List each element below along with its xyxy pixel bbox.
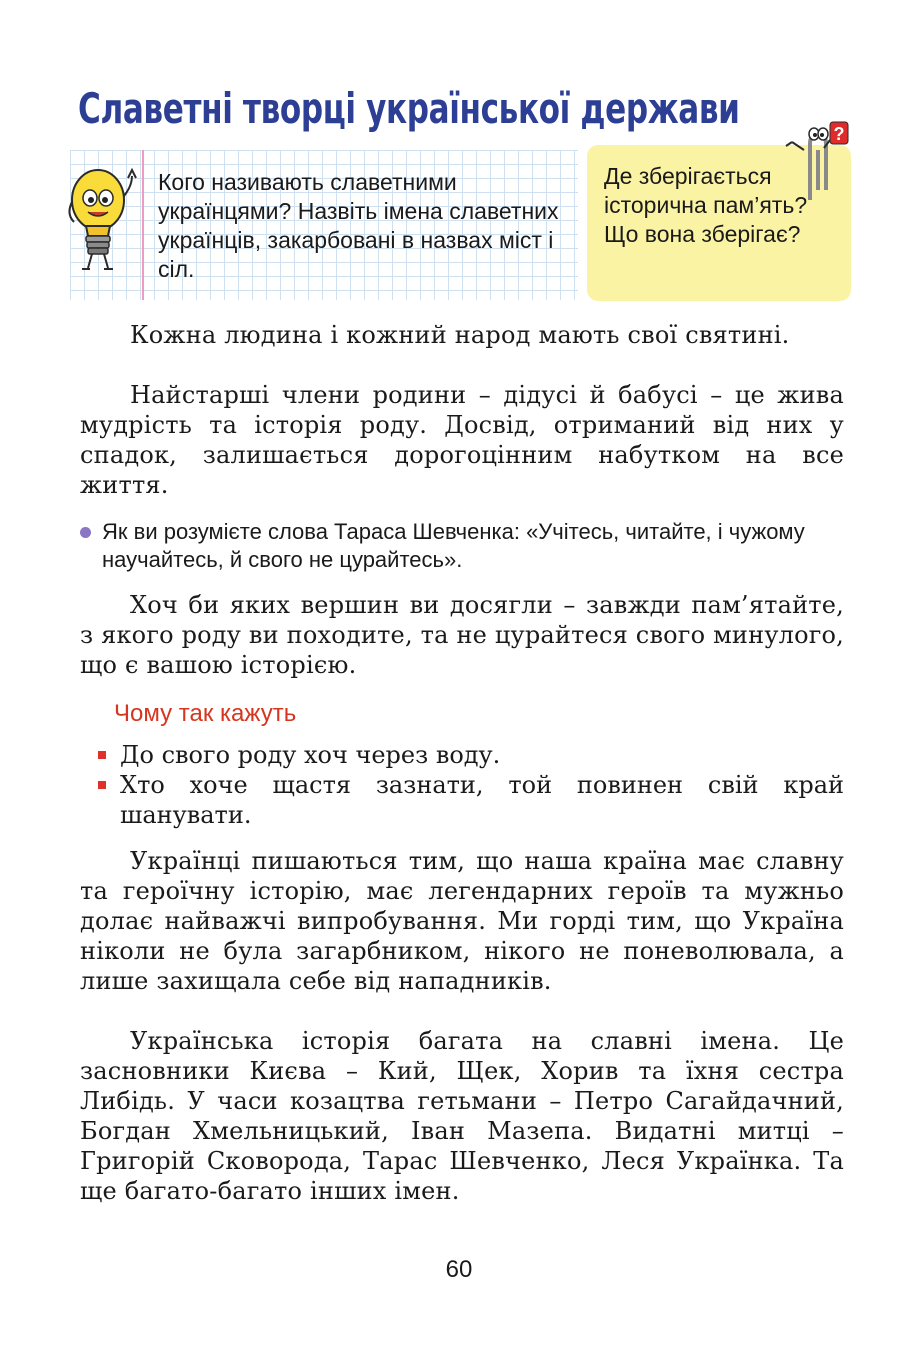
- proverb-text: Хто хоче щастя зазнати, той повинен свій край шанувати.: [120, 771, 844, 829]
- proverb-bullet: [98, 781, 106, 789]
- proverbs-heading: Чому так кажуть: [114, 700, 297, 727]
- proverb-text: До свого роду хоч через воду.: [120, 741, 501, 769]
- bullet-dot: [80, 527, 91, 538]
- paragraph-3: Хоч би яких вершин ви досягли – завжди пам’ятайте, з якого роду ви походите, та не цурайтеся свого минулого, що є вашою історією.: [80, 591, 844, 679]
- paperclip-mascot-icon: [780, 120, 852, 200]
- paragraph-4: Українці пишаються тим, що наша країна має славну та героїчну історію, має легендарних героїв та мужньо долає найважчі випробування. Ми горді тим, що Україна ніколи не була загарбником, нікого не поневолювала, а лише захищала себе від нападників.: [80, 847, 844, 995]
- paragraph-2: Найстарші члени родини – дідусі й бабусі – це жива мудрість та історія роду. Досвід, отриманий від них у спадок, залишається дорогоцінним набутком на все життя.: [80, 381, 844, 499]
- question-badge: ?: [833, 124, 845, 144]
- bullet-question-text: Як ви розумієте слова Тараса Шевченка: «Учітесь, читайте, і чужому научайтесь, й свого не цурайтесь».: [102, 519, 805, 572]
- lightbulb-mascot-icon: [66, 156, 142, 274]
- grid-margin-line: [142, 150, 144, 300]
- question-text: Кого називають славетними українцями? Назвіть імена славетних українців, закарбовані в назвах міст і сіл.: [158, 169, 559, 282]
- page-number: 60: [445, 1256, 473, 1283]
- reflection-note-text: Де зберігається історична пам’ять? Що вона зберігає?: [604, 163, 808, 247]
- page-title: Славетні творці української держави: [78, 84, 740, 133]
- paragraph-5: Українська історія багата на славні імена. Це засновники Києва – Кий, Щек, Хорив та їхня сестра Либідь. У часи козацтва гетьмани – Петро Сагайдачний, Богдан Хмельницький, Іван Мазепа. Видатні митці – Григорій Сковорода, Тарас Шевченко, Леся Українка. Та ще багато-багато інших імен.: [80, 1027, 844, 1205]
- paragraph-1: Кожна людина і кожний народ мають свої святині.: [130, 321, 790, 349]
- proverb-bullet: [98, 751, 106, 759]
